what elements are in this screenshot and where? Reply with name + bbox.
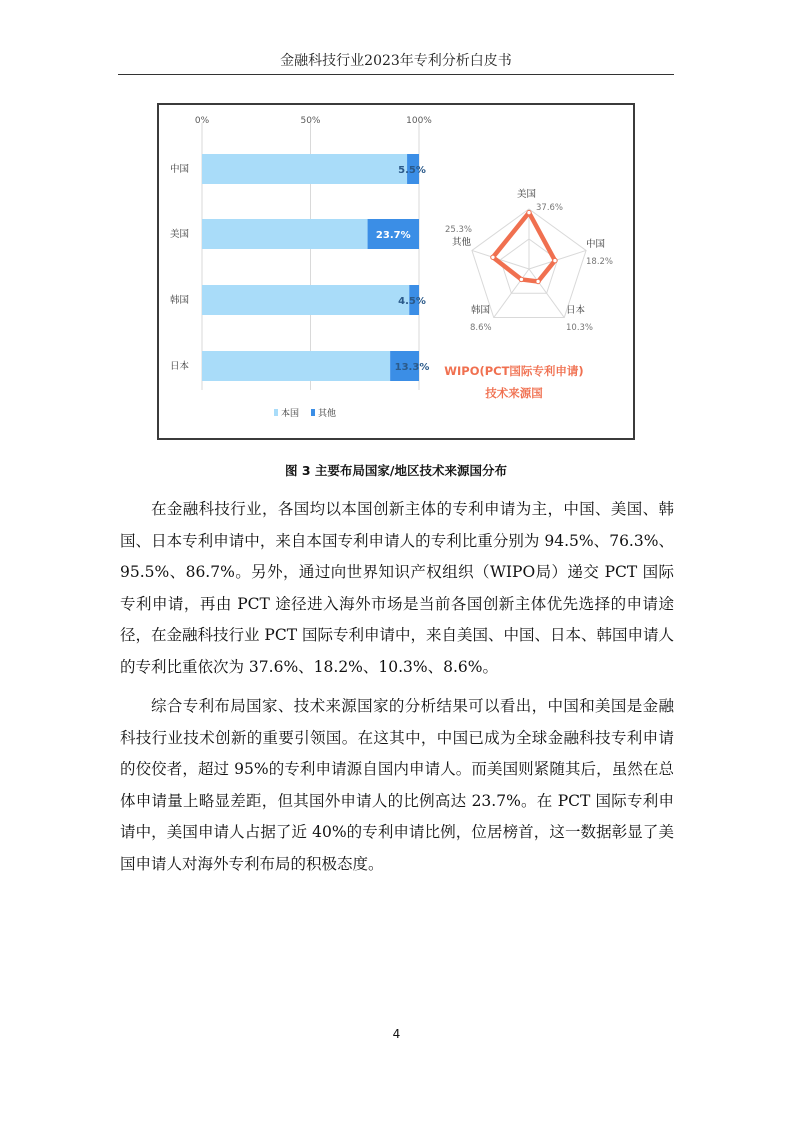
body-paragraph-1: 在金融科技行业，各国均以本国创新主体的专利申请为主，中国、美国、韩国、日本专利申请中，来自本国专利申请人的专利比重分别为 94.5%、76.3%、95.5%、86.7%。另外，通过向世界知识产权组织（WIPO局）递交 PCT 国际专利申请，再由 PCT 途径进入海外市场是当前各国创新主体优先选择的申请途径，在金融科技行业 PCT 国际专利申请中，来自美国、中国、日本、韩国申请人的专利比重依次为 37.6%、18.2%、10.3%、8.6%。	[120, 500, 674, 676]
radar-value-label: 37.6%	[536, 203, 564, 213]
radar-point	[553, 258, 557, 262]
tick-label: 100%	[406, 116, 432, 126]
figure-chart-panel	[157, 103, 635, 440]
radar-value-label: 25.3%	[445, 225, 473, 235]
radar-spoke	[472, 250, 529, 269]
page-number: 4	[392, 1027, 401, 1041]
data-label: 23.7%	[375, 230, 411, 241]
radar-point	[491, 255, 495, 259]
page-header: 金融科技行业2023年专利分析白皮书	[280, 53, 512, 69]
category-label: 美国	[169, 229, 189, 240]
radar-chart	[444, 188, 613, 400]
radar-category-label: 韩国	[471, 305, 491, 316]
radar-title-line-1: WIPO(PCT国际专利申请)	[444, 364, 584, 378]
figure-svg	[159, 105, 633, 438]
category-label: 韩国	[169, 295, 189, 306]
radar-category-label: 美国	[517, 189, 537, 200]
data-label: 5.5%	[398, 165, 426, 176]
radar-grid	[472, 209, 586, 318]
tick-label: 0%	[194, 116, 210, 126]
stacked-bar-chart	[170, 116, 432, 419]
legend-swatch-domestic	[274, 409, 278, 416]
header-rule	[118, 74, 674, 75]
category-label: 日本	[169, 361, 189, 372]
bar-domestic	[202, 219, 368, 249]
category-label: 中国	[169, 164, 189, 175]
figure-caption: 图 3 主要布局国家/地区技术来源国分布	[285, 463, 507, 478]
legend-swatch-other	[311, 409, 315, 416]
radar-category-label: 中国	[586, 239, 606, 250]
bar-domestic	[202, 351, 390, 381]
radar-value-label: 8.6%	[470, 323, 492, 333]
radar-category-label: 日本	[566, 305, 586, 316]
bar-domestic	[202, 154, 407, 184]
data-label: 13.3%	[394, 362, 430, 373]
data-label: 4.5%	[398, 296, 426, 307]
legend-label-other: 其他	[318, 409, 337, 419]
radar-value-label: 10.3%	[566, 323, 594, 333]
radar-category-label: 其他	[452, 237, 472, 248]
body-paragraph-2: 综合专利布局国家、技术来源国家的分析结果可以看出，中国和美国是金融科技行业技术创新的重要引领国。在这其中，中国已成为全球金融科技专利申请的佼佼者，超过 95%的专利申请源自国内申请人。而美国则紧随其后，虽然在总体申请量上略显差距，但其国外申请人的比例高达 23.7%。在 PCT 国际专利申请中，美国申请人占据了近 40%的专利申请比例，位居榜首，这一数据彰显了美国申请人对海外专利布局的积极态度。	[120, 697, 674, 873]
tick-label: 50%	[300, 116, 321, 126]
bar-tick-labels	[195, 116, 432, 126]
radar-point	[536, 279, 540, 283]
bar-category-labels	[170, 163, 190, 372]
legend-label-domestic: 本国	[281, 409, 300, 419]
bar-domestic	[202, 285, 409, 315]
radar-series-line	[493, 213, 555, 282]
radar-title-line-2: 技术来源国	[485, 386, 543, 400]
radar-value-label: 18.2%	[586, 257, 614, 267]
bar-data-labels	[376, 165, 429, 373]
radar-point	[519, 277, 523, 281]
bar-legend	[274, 407, 336, 419]
radar-point	[527, 210, 531, 214]
